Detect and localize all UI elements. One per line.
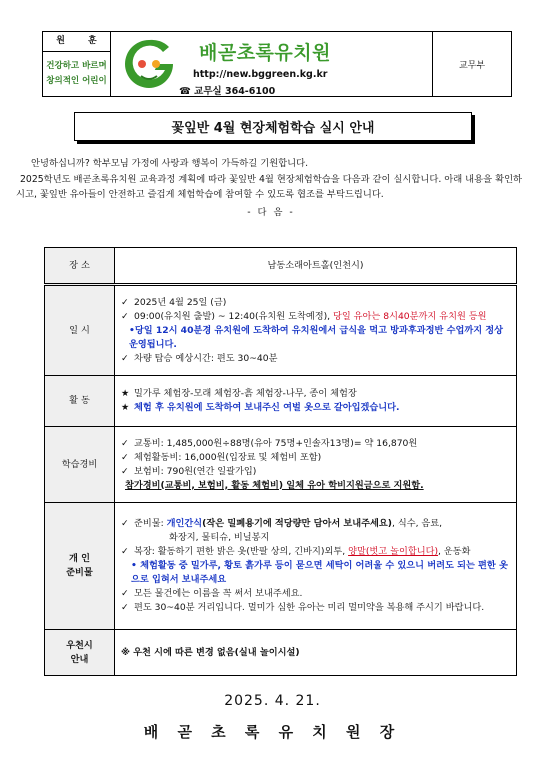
table-row [45,376,517,427]
check-icon: ✓ [121,437,129,449]
motto-title: 원 훈 [43,32,110,52]
intro-greeting: 안녕하십니까? 학부모님 가정에 사랑과 행복이 가득하길 기원합니다. [31,158,309,169]
place-value: 남동소래아트홀(인천시) [115,248,517,285]
school-name: 배곧초록유치원 [199,42,331,64]
motto-line-1: 건강하고 바르며 [46,61,107,71]
rain-value: ※ 우천 시에 따른 변경 없음(실내 놀이시설) [115,630,517,676]
prep-value: ✓ 준비물: 개인간식(작은 밀폐용기에 적당량만 담아서 보내주세요), 식수, 음료, 화장지, 물티슈, 비닐봉지 ✓ 복장: 활동하기 편한 밝은 옷(반팔 상의, 긴바지)외투, 양말(벗고 놀이합니다), 운동화 • 체험활동 중 밀가루, 황토 흙가루 등이 묻으면 세탁이 어려울 수 있으니 버려도 되는 편한 옷으로 입혀서 보내주세요 ✓ 모든 물건에는 이름을 꼭 써서 보내주세요. ✓ 편도 30~40분 거리입니다. 멀미가 심한 유아는 미리 멀미약을 복용해 주시기 바랍니다. [115,503,517,630]
star-icon: ★ [121,402,130,413]
schedule-notice: •당일 12시 40분경 유치원에 도착하여 유치원에서 급식을 먹고 방과후과정반 수업까지 정상 운영됩니다. [129,324,504,350]
table-row [45,630,517,676]
check-icon: ✓ [121,451,129,463]
place-label: 장 소 [45,248,115,285]
letterhead [42,31,512,97]
cost-value: ✓ 교통비: 1,485,000원÷88명(유아 75명+인솔자13명)= 약 16,870원 ✓ 체험활동비: 16,000원(입장료 및 체험비 포함) ✓ 보험비: 790원(연간 일괄가입) 참가경비(교통비, 보험비, 활동 체험비) 일체 유아 학비지원금으로 지원함. [115,427,517,503]
activity-label: 활 동 [45,376,115,427]
details-table [44,247,517,676]
principal-signature: 배 곧 초 록 유 치 원 장 [143,723,402,741]
document-date: 2025. 4. 21. [224,693,321,709]
star-icon: ★ [121,388,130,399]
table-row [45,503,517,630]
prep-label: 개 인 준비물 [45,503,115,630]
check-icon: ✓ [121,602,129,613]
schedule-value: ✓ 2025년 4월 25일 (금) ✓ 09:00(유치원 출발) ~ 12:40(유치원 도착예정), 당일 유아는 8시40분까지 유치원 등원 •당일 12시 40분경 유치원에 도착하여 유치원에서 급식을 먹고 방과후과정반 수업까지 정상 운영됩니다. ✓ 차량 탑승 예상시간: 편도 30~40분 [115,285,517,376]
check-icon: ✓ [121,588,129,599]
intro-heading: - 다 음 - [247,206,295,218]
schedule-label: 일 시 [45,285,115,376]
check-icon: ✓ [121,518,129,529]
intro-body: 2025학년도 배곧초록유치원 교육과정 계획에 따라 꽃잎반 4월 현장체험학습을 다음과 같이 실시합니다. 아래 내용을 확인하시고, 꽃잎반 유아들이 안전하고 즐겁게 체험학습에 참여할 수 있도록 협조를 부탁드립니다. [16,173,523,200]
phone-number: ☎ 교무실 364-6100 [179,86,276,97]
rain-label: 우천시 안내 [45,630,115,676]
check-icon: ✓ [121,465,129,477]
table-row [45,427,517,503]
table-row [45,248,517,285]
school-logo-icon [119,36,179,88]
school-info [111,32,433,96]
check-icon: ✓ [121,296,129,308]
document-title: 꽃잎반 4월 현장체험학습 실시 안내 [74,112,472,141]
table-row [45,285,517,376]
prep-notice: • 체험활동 중 밀가루, 황토 흙가루 등이 묻으면 세탁이 어려울 수 있으니 버려도 되는 편한 옷으로 입혀서 보내주세요 [131,560,508,585]
check-icon: ✓ [121,546,129,557]
cost-note: 참가경비(교통비, 보험비, 활동 체험비) 일체 유아 학비지원금으로 지원함. [125,479,424,491]
motto-line-2: 창의적인 어린이 [46,76,107,86]
check-icon: ✓ [121,352,129,364]
check-icon: ✓ [121,310,129,322]
department-label: 교무부 [458,60,486,71]
school-motto [43,32,111,96]
intro-text [16,156,526,220]
school-url[interactable]: http://new.bggreen.kg.kr [193,69,328,80]
activity-value: ★ 밀가루 체험장-모래 체험장-흙 체험장-나무, 종이 체험장 ★ 체험 후 유치원에 도착하여 보내주신 여벌 옷으로 갈아입겠습니다. [115,376,517,427]
cost-label: 학습경비 [45,427,115,503]
